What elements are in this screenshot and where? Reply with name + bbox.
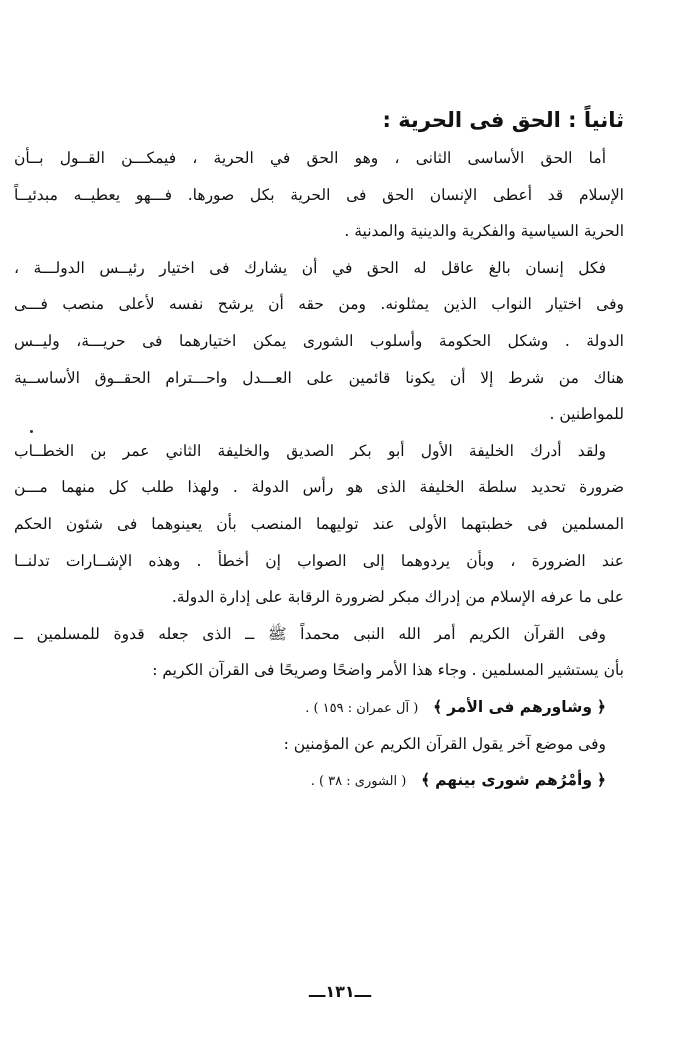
paragraph-4 bbox=[14, 616, 624, 689]
text-line: ضرورة تحديد سلطة الخليفة الذى هو رأس الدولة . ولهذا طلب كل منهما مـــن bbox=[14, 478, 624, 497]
text-line: وفى موضع آخر يقول القرآن الكريم عن المؤمنين : bbox=[283, 734, 606, 753]
quote-open-bracket: ﴿ bbox=[596, 696, 606, 716]
quran-quote-1 bbox=[14, 689, 624, 726]
text-line: على ما عرفه الإسلام من إدراك مبكر لضرورة الرقابة على إدارة الدولة. bbox=[171, 588, 624, 607]
paragraph-3 bbox=[14, 433, 624, 616]
quote-open-bracket: ﴿ bbox=[596, 770, 606, 790]
quran-quote-2 bbox=[14, 762, 624, 799]
text-line: المسلمين فى خطبتهما الأولى عند توليهما المنصب بأن يعينوهما فى شئون الحكم bbox=[14, 514, 624, 533]
paragraph-1 bbox=[14, 140, 624, 250]
quote-text: وأمْرُهم شورى بينهم bbox=[435, 771, 592, 790]
text-line: بأن يستشير المسلمين . وجاء هذا الأمر واضحًا وصريحًا فى القرآن الكريم : bbox=[152, 661, 624, 680]
text-line: الدولة . وشكل الحكومة وأسلوب الشورى يمكن اختيارهما فى حريـــة، وليــس bbox=[14, 331, 624, 350]
stray-mark bbox=[30, 430, 33, 433]
text-line: للمواطنين . bbox=[549, 405, 624, 424]
text-line: الإسلام قد أعطى الإنسان الحق فى الحرية بكل صورها. فـــهو يعطيــه مبدئيــاً bbox=[14, 185, 624, 204]
section-heading: ثانياً : الحق فى الحرية : bbox=[382, 108, 624, 132]
text-line: عند الضرورة ، وبأن يردوهما إلى الصواب إن أخطأ . وهذه الإشــارات تدلنــا bbox=[14, 551, 624, 570]
paragraph-2 bbox=[14, 250, 624, 433]
text-line: أما الحق الأساسى الثانى ، وهو الحق في الحرية ، فيمكـــن القــول بــأن bbox=[14, 149, 606, 167]
text-line: هناك من شرط إلا أن يكونا قائمين على العـــدل واحـــترام الحقــوق الأساســية bbox=[14, 368, 624, 387]
quote-text: وشاورهم فى الأمر bbox=[447, 697, 592, 716]
text-line: ولقد أدرك الخليفة الأول أبو بكر الصديق والخليفة الثاني عمر بن الخطــاب bbox=[14, 441, 606, 460]
text-line: وفى القرآن الكريم أمر الله النبى محمداً ﷺ ــ الذى جعله قدوة للمسلمين ــ bbox=[14, 624, 606, 643]
text-body bbox=[14, 100, 624, 799]
page-number: ـــ١٣١ـــ bbox=[308, 982, 372, 1001]
quote-close-bracket: ﴾ bbox=[433, 696, 443, 716]
text-line: وفى اختيار النواب الذين يمثلونه. ومن حقه أن يرشح نفسه لأعلى منصب فـــى bbox=[14, 295, 624, 314]
quote-close-bracket: ﴾ bbox=[421, 770, 431, 790]
quote-reference: ( آل عمران : ١٥٩ ) . bbox=[305, 700, 419, 716]
text-line: فكل إنسان بالغ عاقل له الحق في أن يشارك فى اختيار رئيــس الدولـــة ، bbox=[14, 258, 606, 277]
quote-reference: ( الشورى : ٣٨ ) . bbox=[310, 774, 407, 790]
text-line: الحرية السياسية والفكرية والدينية والمدنية . bbox=[344, 222, 624, 241]
